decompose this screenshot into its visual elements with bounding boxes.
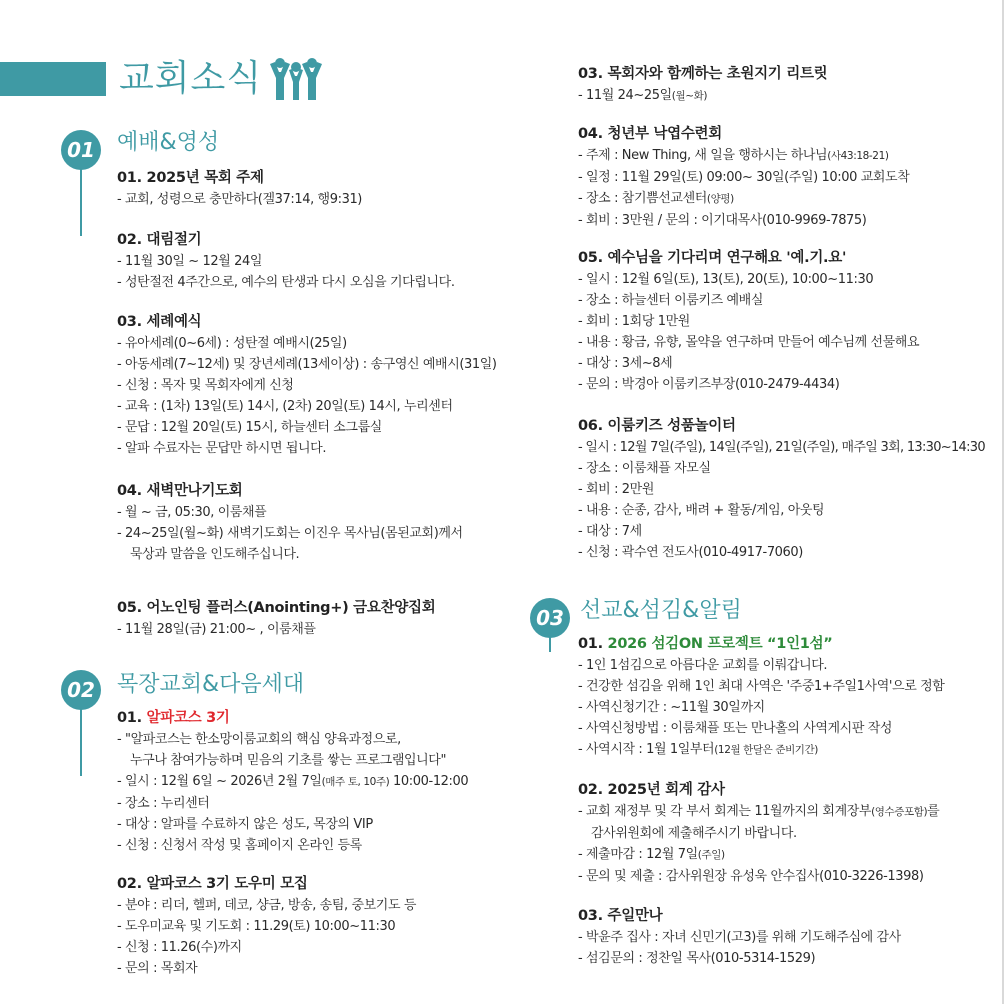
notice-line: 누구나 참여가능하며 믿음의 기초를 쌓는 프로그램입니다" — [130, 753, 447, 768]
notice-title: 01. 2025년 목회 주제 — [117, 170, 264, 186]
notice-line: - 아동세례(7~12세) 및 장년세례(13세이상) : 송구영신 예배시(31일) — [117, 357, 497, 372]
notice-line: - 문의 및 제출 : 감사위원장 유성욱 안수집사(010-3226-1398) — [578, 869, 924, 884]
notice-line: - 사역신청방법 : 이룸채플 또는 만나홀의 사역게시판 작성 — [578, 721, 893, 736]
section-number-badge: 03 — [530, 598, 570, 638]
notice-line: - 문의 : 목회자 — [117, 961, 198, 976]
notice-block — [578, 62, 1004, 107]
notice-text: - 교회 재정부 및 각 부서 회계는 11월까지의 회계장부 — [578, 804, 872, 819]
notice-line: - 대상 : 3세~8세 — [578, 356, 673, 371]
notice-line: - 1인 1섬김으로 아름다운 교회를 이뤄갑니다. — [578, 658, 828, 673]
notice-text: - 제출마감 : 12월 7일 — [578, 847, 698, 862]
notice-line: - 24~25일(월~화) 새벽기도회는 이진우 목사님(몸된교회)께서 — [117, 526, 463, 541]
notice-text-small: (영수증포함) — [871, 806, 928, 818]
notice-line — [578, 844, 1004, 866]
notice-line: - 신청 : 신청서 작성 및 홈페이지 온라인 등록 — [117, 838, 362, 853]
notice-block — [578, 414, 1004, 563]
notice-title — [578, 632, 1004, 653]
notice-title: 03. 목회자와 함께하는 초원지기 리트릿 — [578, 66, 828, 82]
notice-block — [117, 166, 547, 210]
notice-block — [117, 596, 547, 640]
notice-line: - 11월 30일 ~ 12월 24일 — [117, 254, 263, 269]
notice-line: - 알파 수료자는 문답만 하시면 됩니다. — [117, 441, 327, 456]
notice-line: - 문답 : 12월 20일(토) 15시, 하늘센터 소그룹실 — [117, 420, 382, 435]
notice-block — [578, 778, 1004, 887]
notice-block — [578, 122, 1004, 231]
notice-title: 06. 이룸키즈 성품놀이터 — [578, 418, 736, 434]
notice-block — [117, 706, 547, 856]
notice-title-prefix: 01. — [578, 636, 608, 652]
notice-text-small: (매주 토, 10주) — [321, 776, 390, 788]
notice-title: 03. 세례예식 — [117, 314, 202, 330]
notice-line: - 내용 : 순종, 감사, 배려 + 활동/게임, 아웃팅 — [578, 503, 825, 518]
notice-line: - 11월 28일(금) 21:00~ , 이룸채플 — [117, 622, 316, 637]
notice-title-highlight: 알파코스 3기 — [146, 710, 230, 726]
notice-line: - 내용 : 황금, 유향, 몰약을 연구하며 만들어 예수님께 선물해요 — [578, 335, 920, 350]
notice-line — [578, 145, 1004, 167]
notice-title-prefix: 01. — [117, 710, 147, 726]
notice-line — [578, 801, 1004, 823]
notice-line: - 박윤주 집사 : 자녀 신민기(고3)를 위해 기도해주심에 감사 — [578, 930, 901, 945]
section-connector-line — [80, 708, 82, 776]
notice-line: 감사위원회에 제출해주시기 바랍니다. — [591, 826, 797, 841]
notice-text: - 주제 : New Thing, 새 일을 행하시는 하나님 — [578, 148, 828, 163]
notice-text: 10:00-12:00 — [389, 774, 469, 789]
notice-line: - 도우미교육 및 기도회 : 11.29(토) 10:00~11:30 — [117, 919, 396, 934]
people-cheering-icon — [268, 56, 324, 102]
notice-line: - 교회, 성령으로 충만하다(겔37:14, 행9:31) — [117, 192, 362, 207]
notice-text: - 장소 : 참기쁨선교센터 — [578, 191, 707, 206]
notice-line: - 장소 : 누리센터 — [117, 796, 210, 811]
notice-block — [578, 632, 1004, 761]
section-connector-line — [80, 168, 82, 236]
notice-line — [578, 188, 1004, 210]
notice-text: - 일시 : 12월 6일 ~ 2026년 2월 7일 — [117, 774, 322, 789]
notice-line: - 회비 : 2만원 — [578, 482, 654, 497]
notice-text-small: (주일) — [697, 849, 725, 861]
notice-title: 02. 2025년 회계 감사 — [578, 782, 725, 798]
notice-title: 05. 어노인팅 플러스(Anointing+) 금요찬양집회 — [117, 600, 436, 616]
notice-line: - 장소 : 하늘센터 이룸키즈 예배실 — [578, 293, 763, 308]
notice-title — [117, 706, 547, 727]
notice-line: - "알파코스는 한소망이룸교회의 핵심 양육과정으로, — [117, 732, 401, 747]
notice-block — [117, 872, 547, 979]
notice-title: 03. 주일만나 — [578, 908, 663, 924]
title-accent-bar — [0, 62, 106, 96]
notice-line: - 성탄절전 4주간으로, 예수의 탄생과 다시 오심을 기다립니다. — [117, 275, 455, 290]
notice-line: - 유아세례(0~6세) : 성탄절 예배시(25일) — [117, 336, 347, 351]
notice-line: - 회비 : 3만원 / 문의 : 이기대목사(010-9969-7875) — [578, 213, 867, 228]
notice-line: - 회비 : 1회당 1만원 — [578, 314, 690, 329]
notice-line: - 장소 : 이룸채플 자모실 — [578, 461, 711, 476]
notice-text-small: (12월 한달은 준비기간) — [714, 744, 818, 756]
notice-line: 묵상과 말씀을 인도해주십니다. — [130, 547, 300, 562]
notice-title: 04. 청년부 낙엽수련회 — [578, 126, 722, 142]
notice-line: - 일정 : 11월 29일(토) 09:00~ 30일(주일) 10:00 교회도착 — [578, 170, 910, 185]
notice-line: - 섬김문의 : 정찬일 목사(010-5314-1529) — [578, 951, 816, 966]
notice-block — [117, 479, 547, 565]
notice-text: - 11월 24~25일 — [578, 88, 672, 103]
notice-line: - 신청 : 곽수연 전도사(010-4917-7060) — [578, 545, 803, 560]
notice-line: - 대상 : 알파를 수료하지 않은 성도, 목장의 VIP — [117, 817, 373, 832]
notice-line — [117, 771, 547, 793]
notice-text-small: (사43:18-21) — [827, 150, 889, 162]
section-number-badge: 02 — [61, 670, 101, 710]
notice-line — [578, 739, 1004, 761]
section-title: 예배&영성 — [117, 130, 220, 155]
notice-title: 02. 알파코스 3기 도우미 모집 — [117, 876, 308, 892]
notice-title: 05. 예수님을 기다리며 연구해요 '예.기.요' — [578, 250, 847, 266]
notice-line: - 교육 : (1차) 13일(토) 14시, (2차) 20일(토) 14시, 누리센터 — [117, 399, 453, 414]
notice-text: - 사역시작 : 1월 1일부터 — [578, 742, 715, 757]
notice-line: - 일시 : 12월 6일(토), 13(토), 20(토), 10:00~11:30 — [578, 272, 874, 287]
section-title: 선교&섬김&알림 — [580, 598, 742, 623]
notice-text: 를 — [927, 804, 940, 819]
notice-title-highlight: 2026 섬김ON 프로젝트 “1인1섬” — [607, 636, 833, 652]
notice-line: - 사역신청기간 : ~11월 30일까지 — [578, 700, 765, 715]
notice-line: - 일시 : 12월 7일(주일), 14일(주일), 21일(주일), 매주일 3회, 13:30~14:30 — [578, 440, 985, 455]
notice-line: - 월 ~ 금, 05:30, 이룸채플 — [117, 505, 267, 520]
notice-line — [578, 85, 1004, 107]
notice-block — [117, 310, 547, 459]
notice-line: - 대상 : 7세 — [578, 524, 642, 539]
section-number-badge: 01 — [61, 130, 101, 170]
notice-line: - 신청 : 11.26(수)까지 — [117, 940, 242, 955]
notice-text-small: (월~화) — [671, 90, 708, 102]
notice-text-small: (양평) — [706, 193, 734, 205]
page-title: 교회소식 — [119, 58, 263, 99]
notice-block — [117, 228, 547, 293]
section-connector-line — [549, 636, 551, 652]
section-title: 목장교회&다음세대 — [117, 672, 305, 697]
notice-block — [578, 904, 1004, 969]
notice-title: 02. 대림절기 — [117, 232, 202, 248]
notice-line: - 문의 : 박경아 이룸키즈부장(010-2479-4434) — [578, 377, 840, 392]
notice-title: 04. 새벽만나기도회 — [117, 483, 243, 499]
notice-line: - 건강한 섬김을 위해 1인 최대 사역은 '주중1+주일1사역'으로 정함 — [578, 679, 945, 694]
notice-line: - 분야 : 리더, 헬퍼, 데코, 샹금, 방송, 송팀, 중보기도 등 — [117, 898, 416, 913]
notice-line: - 신청 : 목자 및 목회자에게 신청 — [117, 378, 294, 393]
notice-block — [578, 246, 1004, 395]
